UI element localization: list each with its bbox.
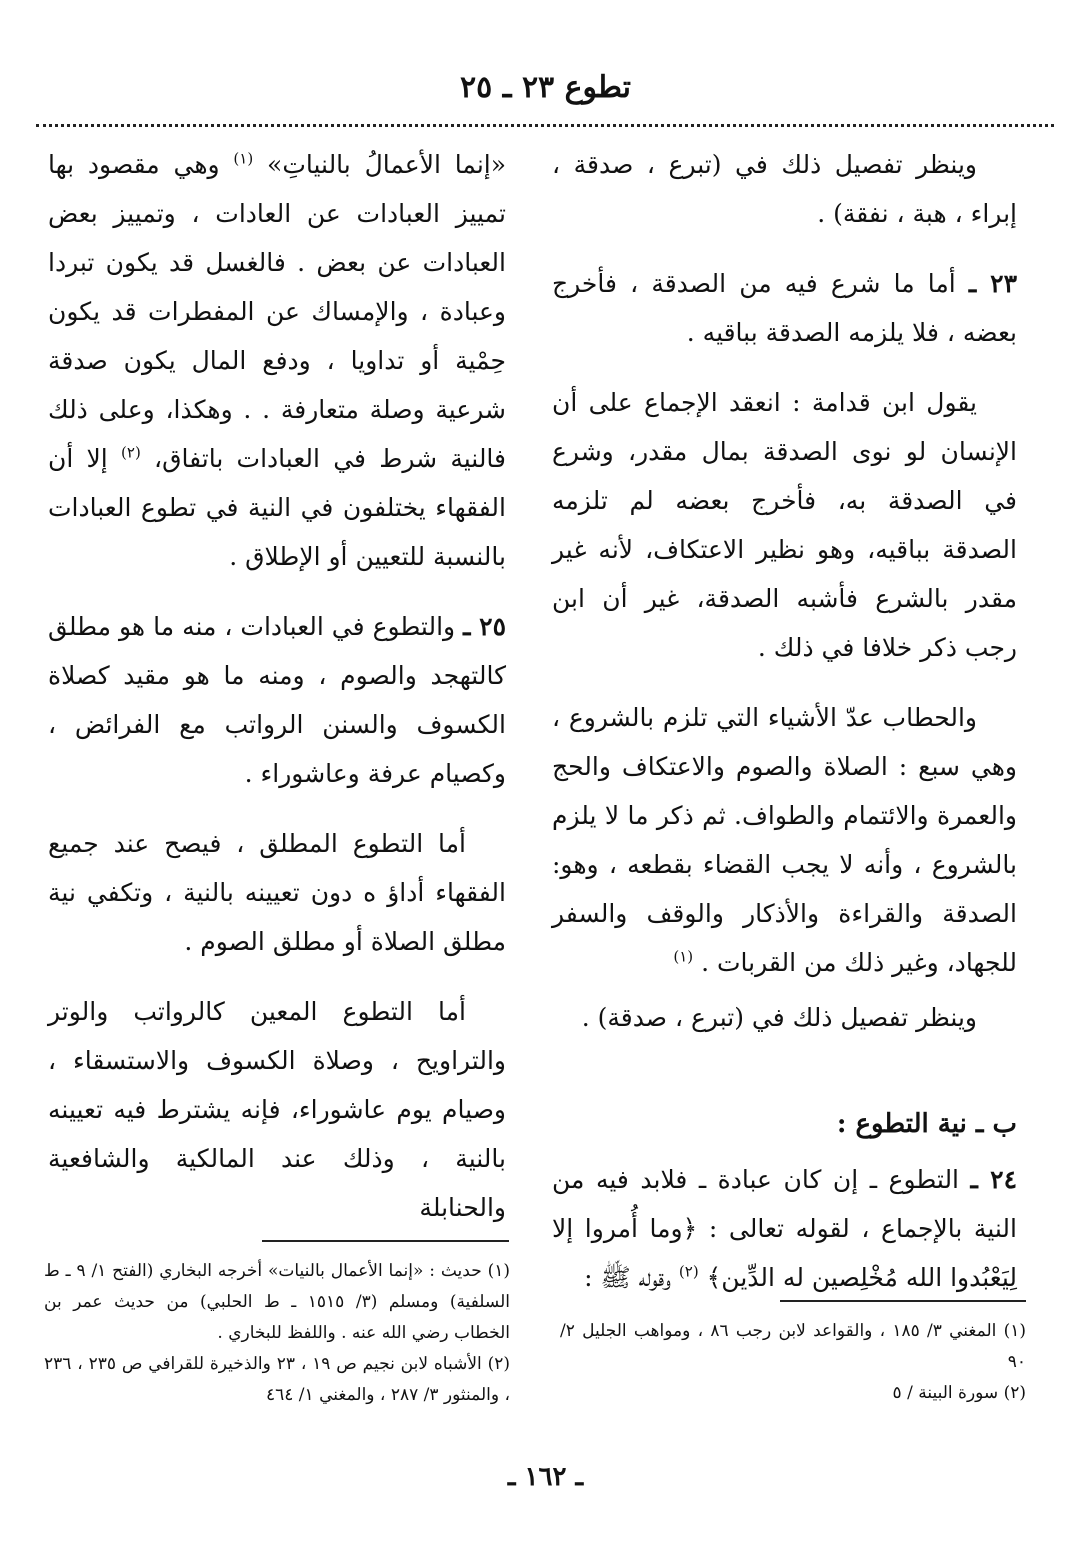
footnote-rule-left bbox=[262, 1240, 509, 1242]
footnote-item: (٢) الأشباه لابن نجيم ص ١٩ ، ٢٣ والذخيرة للقرافي ص ٢٣٥ ، ٢٣٦ ، والمنثور ٣/ ٢٨٧ ، والمغني ١/ ٤٦٤ bbox=[44, 1354, 511, 1405]
left-paragraph-1-text-b: وهي مقصود بها تمييز العبادات عن العادات ، وتمييز بعض العبادات عن بعض . فالغسل قد يكون تبردا وعبادة ، والإمساك عن المفطرات قد يكون حِمْية أو تداويا ، ودفع المال يكون صدقة شرعية وصلة متعارفة . . وهكذا، وعلى ذلك فالنية شرط في العبادات باتفاق، bbox=[48, 150, 506, 473]
right-column bbox=[552, 140, 1017, 1323]
right-paragraph-4-text: والحطاب عدّ الأشياء التي تلزم بالشروع ، وهي سبع : الصلاة والصوم والاعتكاف والحج والعمرة والائتمام والطواف. ثم ذكر ما لا يلزم بالشروع ، وأنه لا يجب القضاء بقطعه ، وهو: الصدقة والقراءة والأذكار والوقف والسفر للجهاد، وغير ذلك من القربات . bbox=[552, 703, 1017, 977]
left-paragraph-1-text-c: إلا أن الفقهاء يختلفون في النية في تطوع العبادات بالنسبة للتعيين أو الإطلاق . bbox=[48, 444, 506, 571]
hadith-quote: «إنما الأعمالُ بالنياتِ» bbox=[267, 150, 507, 179]
footnote-ref: (١) bbox=[233, 149, 254, 168]
left-paragraph-2-text: والتطوع في العبادات ، منه ما هو مطلق كالتهجد والصوم ، ومنه ما هو مقيد كصلاة الكسوف والسنن الرواتب مع الفرائض ، وكصيام عرفة وعاشوراء . bbox=[48, 612, 506, 788]
footnotes-left bbox=[44, 1256, 510, 1411]
right-paragraph-6-text-b: وقوله ﷺ : bbox=[584, 1263, 671, 1292]
right-paragraph-6 bbox=[552, 1155, 1017, 1302]
footnote-item: (١) المغني ٣/ ١٨٥ ، والقواعد لابن رجب ٨٦ ، ومواهب الجليل ٢/ ٩٠ bbox=[560, 1321, 1027, 1372]
page-number: ـ ١٦٢ ـ bbox=[507, 1462, 584, 1492]
section-number-23: ٢٣ ـ bbox=[968, 269, 1017, 298]
section-number-25: ٢٥ ـ bbox=[463, 612, 506, 641]
right-paragraph-2 bbox=[552, 259, 1017, 357]
left-paragraph-2 bbox=[48, 602, 506, 798]
footnote-ref: (١) bbox=[673, 947, 694, 966]
left-paragraph-1 bbox=[48, 140, 506, 581]
right-paragraph-2-text: أما ما شرع فيه من الصدقة ، فأخرج بعضه ، فلا يلزمه الصدقة بباقيه . bbox=[552, 269, 1017, 347]
left-column bbox=[48, 140, 506, 1253]
footnote-rule-right bbox=[780, 1300, 1026, 1302]
right-paragraph-4 bbox=[552, 693, 1017, 987]
footnote-item: (٢) سورة البينة / ٥ bbox=[892, 1383, 1026, 1403]
section-heading-niyya: ب ـ نية التطوع : bbox=[836, 1109, 1017, 1139]
footnote-item: (١) حديث : «إنما الأعمال بالنيات» أخرجه البخاري (الفتح ١/ ٩ ـ ط السلفية) ومسلم (٣/ ١٥١٥ ـ ط الحلبي) من حديث عمر بن الخطاب رضي الله عنه . واللفظ للبخاري . bbox=[44, 1261, 510, 1343]
footnote-ref: (٢) bbox=[121, 443, 141, 462]
right-paragraph-5: وينظر تفصيل ذلك في (تبرع ، صدقة) . bbox=[581, 1003, 977, 1032]
left-paragraph-3: أما التطوع المطلق ، فيصح عند جميع الفقهاء أداؤ ه دون تعيينه بالنية ، وتكفي نية مطلق الصلاة أو مطلق الصوم . bbox=[48, 829, 506, 956]
left-paragraph-4: أما التطوع المعين كالرواتب والوتر والتراويح ، وصلاة الكسوف والاستسقاء ، وصيام يوم عاشوراء، فإنه يشترط فيه تعيينه بالنية ، وذلك عند المالكية والشافعية والحنابلة bbox=[48, 997, 506, 1222]
right-paragraph-1: وينظر تفصيل ذلك في (تبرع ، صدقة ، إبراء ، هبة ، نفقة) . bbox=[552, 150, 1017, 228]
footnote-ref: (٢) bbox=[678, 1262, 699, 1281]
footnotes-right bbox=[560, 1316, 1026, 1409]
right-paragraph-3: يقول ابن قدامة : انعقد الإجماع على أن الإنسان لو نوى الصدقة بمال مقدر، وشرع في الصدقة به، فأخرج بعضه لم تلزمه الصدقة بباقيه، وهو نظير الاعتكاف، لأنه غير مقدر بالشرع فأشبه الصدقة، غير أن ابن رجب ذكر خلافا في ذلك . bbox=[552, 388, 1017, 662]
page-header-title: تطوع ٢٣ ـ ٢٥ bbox=[460, 70, 631, 105]
right-paragraph-6-text-a: التطوع ـ إن كان عبادة ـ فلابد فيه من النية بالإجماع ، لقوله تعالى : ﴿وما أُمروا إلا لِيَعْبُدوا الله مُخْلِصين له الدِّين﴾ bbox=[552, 1165, 1017, 1292]
header-dotted-rule bbox=[36, 124, 1054, 127]
section-number-24: ٢٤ ـ bbox=[970, 1165, 1018, 1194]
